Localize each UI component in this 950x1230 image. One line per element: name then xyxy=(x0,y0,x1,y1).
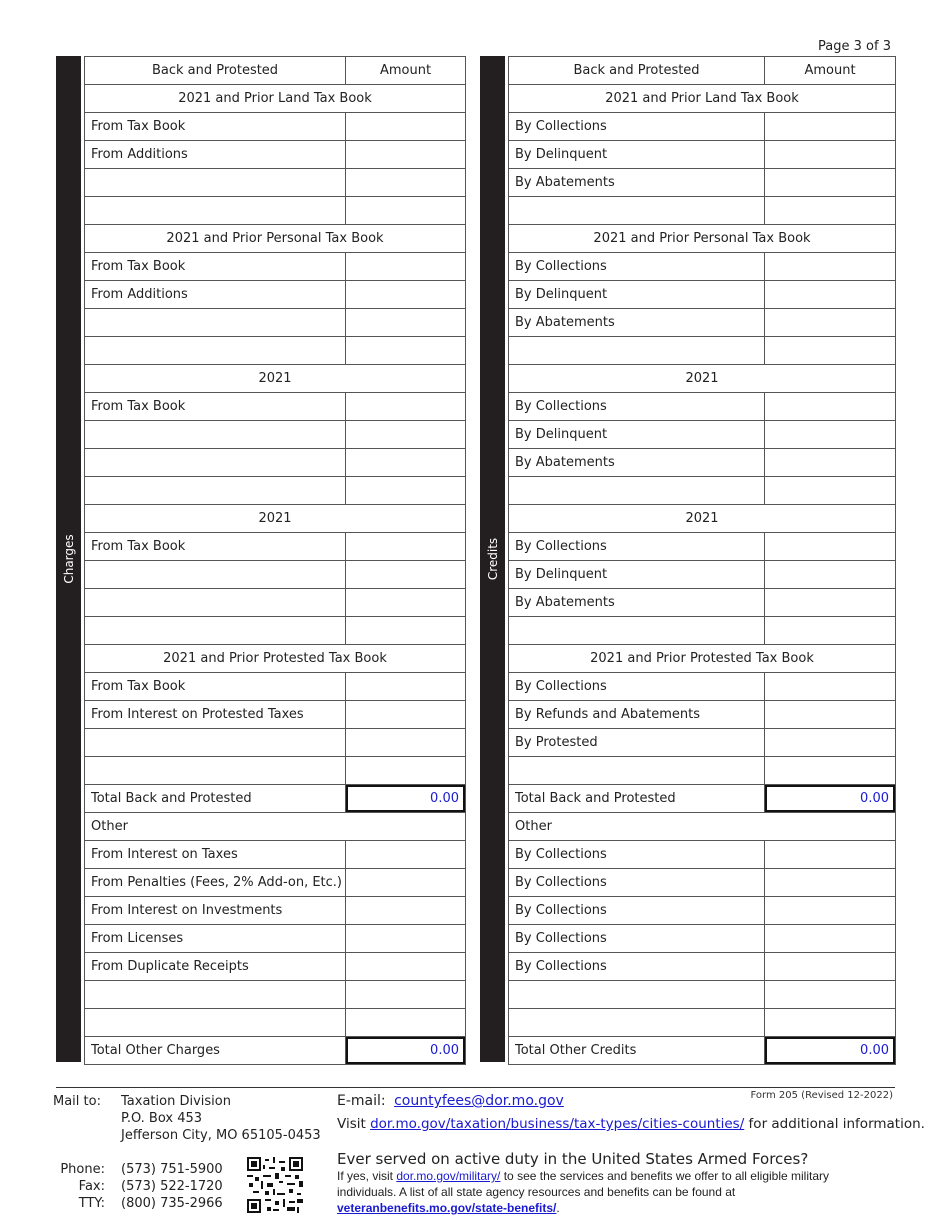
amount-field[interactable] xyxy=(765,953,896,981)
line-item-label: By Collections xyxy=(509,113,765,141)
column-header-amount: Amount xyxy=(346,57,466,85)
credits-row-item xyxy=(509,449,896,477)
line-item-label: From Penalties (Fees, 2% Add-on, Etc.) xyxy=(85,869,346,897)
amount-field[interactable] xyxy=(765,337,896,365)
charges-row-section xyxy=(85,645,466,673)
amount-field[interactable] xyxy=(346,897,466,925)
charges-row-item xyxy=(85,253,466,281)
credits-row-item xyxy=(509,393,896,421)
credits-row-total xyxy=(509,785,896,813)
address-line-1: Taxation Division xyxy=(121,1094,231,1109)
section-heading: 2021 and Prior Land Tax Book xyxy=(85,85,466,113)
line-item-label: From Tax Book xyxy=(85,393,346,421)
credits-row-other xyxy=(509,813,896,841)
credits-row-section xyxy=(509,225,896,253)
section-heading: 2021 and Prior Protested Tax Book xyxy=(509,645,896,673)
amount-field[interactable] xyxy=(765,1009,896,1037)
credits-row-item xyxy=(509,561,896,589)
line-item-label: From Interest on Taxes xyxy=(85,841,346,869)
credits-row-item xyxy=(509,309,896,337)
column-header-description: Back and Protested xyxy=(509,57,765,85)
line-item-label xyxy=(85,981,346,1009)
charges-row-section xyxy=(85,505,466,533)
amount-field[interactable] xyxy=(346,953,466,981)
amount-field[interactable] xyxy=(765,281,896,309)
page-number: Page 3 of 3 xyxy=(818,39,891,54)
line-item-label: From Additions xyxy=(85,281,346,309)
section-heading: 2021 xyxy=(85,365,466,393)
total-amount-field[interactable]: 0.00 xyxy=(765,785,896,813)
charges-row-item xyxy=(85,533,466,561)
credits-row-section xyxy=(509,505,896,533)
total-label: Total Other Charges xyxy=(85,1037,346,1065)
amount-field[interactable] xyxy=(346,757,466,785)
line-item-label: By Delinquent xyxy=(509,421,765,449)
credits-row-item xyxy=(509,617,896,645)
amount-field[interactable] xyxy=(346,281,466,309)
line-item-label: By Abatements xyxy=(509,169,765,197)
credits-row-item xyxy=(509,281,896,309)
military-prefix: If yes, visit xyxy=(337,1169,397,1183)
charges-row-item xyxy=(85,337,466,365)
visit-prefix: Visit xyxy=(337,1116,371,1132)
charges-row-other xyxy=(85,813,466,841)
section-heading: 2021 xyxy=(509,365,896,393)
charges-row-item xyxy=(85,281,466,309)
amount-field[interactable] xyxy=(346,561,466,589)
charges-row-item xyxy=(85,309,466,337)
line-item-label xyxy=(85,197,346,225)
credits-row-section xyxy=(509,365,896,393)
line-item-label xyxy=(509,1009,765,1037)
line-item-label: By Abatements xyxy=(509,309,765,337)
amount-field[interactable] xyxy=(346,197,466,225)
charges-row-section xyxy=(85,85,466,113)
amount-field[interactable] xyxy=(346,589,466,617)
charges-row-item xyxy=(85,757,466,785)
amount-field[interactable] xyxy=(346,477,466,505)
line-item-label xyxy=(509,337,765,365)
amount-field[interactable] xyxy=(765,841,896,869)
credits-row-section xyxy=(509,85,896,113)
credits-row-item xyxy=(509,925,896,953)
charges-table xyxy=(84,56,466,1065)
charges-row-item xyxy=(85,841,466,869)
amount-field[interactable] xyxy=(346,393,466,421)
total-label: Total Back and Protested xyxy=(85,785,346,813)
charges-row-section xyxy=(85,225,466,253)
line-item-label: By Collections xyxy=(509,953,765,981)
credits-table xyxy=(508,56,896,1065)
total-amount-field[interactable]: 0.00 xyxy=(346,1037,466,1065)
amount-field[interactable] xyxy=(765,169,896,197)
email-label: E-mail: xyxy=(337,1093,386,1109)
address-line-2: P.O. Box 453 xyxy=(121,1111,203,1126)
amount-field[interactable] xyxy=(765,113,896,141)
line-item-label: By Collections xyxy=(509,393,765,421)
charges-row-item xyxy=(85,981,466,1009)
credits-row-item xyxy=(509,533,896,561)
amount-field[interactable] xyxy=(346,421,466,449)
amount-field[interactable] xyxy=(765,897,896,925)
amount-field[interactable] xyxy=(765,925,896,953)
charges-row-section xyxy=(85,365,466,393)
amount-field[interactable] xyxy=(346,141,466,169)
line-item-label: From Interest on Investments xyxy=(85,897,346,925)
line-item-label xyxy=(85,337,346,365)
credits-row-item xyxy=(509,701,896,729)
charges-row-item xyxy=(85,141,466,169)
charges-row-item xyxy=(85,169,466,197)
amount-field[interactable] xyxy=(346,337,466,365)
amount-field[interactable] xyxy=(765,309,896,337)
column-header-amount: Amount xyxy=(765,57,896,85)
form-revision: Form 205 (Revised 12-2022) xyxy=(750,1090,893,1101)
line-item-label: By Collections xyxy=(509,533,765,561)
charges-sidebar-label: Charges xyxy=(61,534,76,584)
charges-row-item xyxy=(85,953,466,981)
amount-field[interactable] xyxy=(346,1009,466,1037)
amount-field[interactable] xyxy=(765,561,896,589)
charges-row-total xyxy=(85,785,466,813)
credits-row-item xyxy=(509,421,896,449)
line-item-label xyxy=(85,757,346,785)
email-link[interactable]: countyfees@dor.mo.gov xyxy=(394,1093,564,1109)
amount-field[interactable] xyxy=(346,729,466,757)
amount-field[interactable] xyxy=(346,113,466,141)
amount-field[interactable] xyxy=(346,617,466,645)
credits-row-item xyxy=(509,169,896,197)
qr-code-icon xyxy=(247,1157,303,1213)
amount-field[interactable] xyxy=(765,757,896,785)
amount-field[interactable] xyxy=(346,701,466,729)
amount-field[interactable] xyxy=(765,589,896,617)
amount-field[interactable] xyxy=(765,869,896,897)
credits-row-total xyxy=(509,1037,896,1065)
total-amount-field[interactable]: 0.00 xyxy=(346,785,466,813)
credits-sidebar-label: Credits xyxy=(485,537,500,581)
line-item-label: From Tax Book xyxy=(85,113,346,141)
amount-field[interactable] xyxy=(765,673,896,701)
tty-label: TTY: xyxy=(78,1196,105,1211)
line-item-label: By Abatements xyxy=(509,449,765,477)
mail-to-label: Mail to: xyxy=(53,1094,101,1109)
charges-row-item xyxy=(85,589,466,617)
credits-row-item xyxy=(509,197,896,225)
military-paragraph xyxy=(337,1168,867,1216)
line-item-label: By Refunds and Abatements xyxy=(509,701,765,729)
charges-row-item xyxy=(85,869,466,897)
charges-row-item xyxy=(85,421,466,449)
column-header-description: Back and Protested xyxy=(85,57,346,85)
amount-field[interactable] xyxy=(765,141,896,169)
military-end: . xyxy=(556,1201,560,1215)
total-label: Total Back and Protested xyxy=(509,785,765,813)
section-heading: 2021 and Prior Personal Tax Book xyxy=(85,225,466,253)
credits-row-item xyxy=(509,673,896,701)
credits-row-section xyxy=(509,645,896,673)
credits-row-item xyxy=(509,953,896,981)
section-heading: 2021 and Prior Personal Tax Book xyxy=(509,225,896,253)
amount-field[interactable] xyxy=(765,197,896,225)
charges-row-item xyxy=(85,1009,466,1037)
total-amount-field[interactable]: 0.00 xyxy=(765,1037,896,1065)
credits-sidebar xyxy=(480,56,505,1062)
credits-row-item xyxy=(509,729,896,757)
credits-row-item xyxy=(509,897,896,925)
amount-field[interactable] xyxy=(765,701,896,729)
credits-row-item xyxy=(509,477,896,505)
line-item-label xyxy=(85,309,346,337)
other-heading: Other xyxy=(85,813,466,841)
line-item-label: From Tax Book xyxy=(85,253,346,281)
amount-field[interactable] xyxy=(346,925,466,953)
fax-label: Fax: xyxy=(78,1179,105,1194)
section-heading: 2021 and Prior Land Tax Book xyxy=(509,85,896,113)
line-item-label xyxy=(85,1009,346,1037)
section-heading: 2021 xyxy=(85,505,466,533)
line-item-label xyxy=(509,981,765,1009)
charges-row-total xyxy=(85,1037,466,1065)
amount-field[interactable] xyxy=(346,253,466,281)
amount-field[interactable] xyxy=(765,729,896,757)
amount-field[interactable] xyxy=(765,533,896,561)
line-item-label xyxy=(509,617,765,645)
phone-number: (573) 751-5900 xyxy=(121,1162,223,1177)
credits-row-item xyxy=(509,869,896,897)
line-item-label: By Collections xyxy=(509,841,765,869)
line-item-label xyxy=(85,561,346,589)
credits-row-item xyxy=(509,757,896,785)
fax-number: (573) 522-1720 xyxy=(121,1179,223,1194)
amount-field[interactable] xyxy=(346,869,466,897)
line-item-label: By Delinquent xyxy=(509,141,765,169)
line-item-label: By Collections xyxy=(509,897,765,925)
amount-field[interactable] xyxy=(346,533,466,561)
charges-row-item xyxy=(85,449,466,477)
amount-field[interactable] xyxy=(765,253,896,281)
charges-row-item xyxy=(85,197,466,225)
email-line xyxy=(337,1093,564,1109)
military-heading: Ever served on active duty in the United States Armed Forces? xyxy=(337,1150,809,1168)
phone-label: Phone: xyxy=(60,1162,105,1177)
amount-field[interactable] xyxy=(346,309,466,337)
other-heading: Other xyxy=(509,813,896,841)
line-item-label xyxy=(85,169,346,197)
line-item-label xyxy=(509,197,765,225)
charges-row-item xyxy=(85,393,466,421)
charges-row-item xyxy=(85,701,466,729)
charges-row-item xyxy=(85,113,466,141)
charges-row-item xyxy=(85,477,466,505)
line-item-label xyxy=(85,729,346,757)
credits-row-header xyxy=(509,57,896,85)
line-item-label: From Duplicate Receipts xyxy=(85,953,346,981)
line-item-label: From Additions xyxy=(85,141,346,169)
line-item-label: By Delinquent xyxy=(509,561,765,589)
total-label: Total Other Credits xyxy=(509,1037,765,1065)
line-item-label: By Protested xyxy=(509,729,765,757)
amount-field[interactable] xyxy=(346,841,466,869)
footer-divider xyxy=(56,1087,895,1088)
amount-field[interactable] xyxy=(346,981,466,1009)
charges-row-item xyxy=(85,561,466,589)
line-item-label: By Collections xyxy=(509,869,765,897)
section-heading: 2021 xyxy=(509,505,896,533)
line-item-label: By Abatements xyxy=(509,589,765,617)
credits-row-item xyxy=(509,337,896,365)
charges-row-item xyxy=(85,673,466,701)
line-item-label: By Collections xyxy=(509,925,765,953)
visit-line xyxy=(337,1116,925,1132)
line-item-label: From Tax Book xyxy=(85,673,346,701)
amount-field[interactable] xyxy=(346,169,466,197)
line-item-label: By Collections xyxy=(509,253,765,281)
charges-row-item xyxy=(85,617,466,645)
line-item-label xyxy=(85,421,346,449)
charges-row-header xyxy=(85,57,466,85)
line-item-label xyxy=(85,477,346,505)
amount-field[interactable] xyxy=(346,449,466,477)
address-line-3: Jefferson City, MO 65105-0453 xyxy=(121,1128,321,1143)
military-link[interactable]: dor.mo.gov/military/ xyxy=(396,1169,501,1183)
line-item-label: By Delinquent xyxy=(509,281,765,309)
credits-row-item xyxy=(509,981,896,1009)
credits-row-item xyxy=(509,1009,896,1037)
line-item-label xyxy=(85,449,346,477)
charges-row-item xyxy=(85,897,466,925)
credits-row-item xyxy=(509,113,896,141)
charges-row-item xyxy=(85,729,466,757)
credits-row-item xyxy=(509,841,896,869)
line-item-label xyxy=(509,757,765,785)
cities-counties-link[interactable]: dor.mo.gov/taxation/business/tax-types/cities-counties/ xyxy=(370,1116,745,1132)
amount-field[interactable] xyxy=(765,393,896,421)
credits-row-item xyxy=(509,253,896,281)
line-item-label: From Tax Book xyxy=(85,533,346,561)
military-middle: to see the services and benefits we offer to all eligible military individuals. A list of all state agency resources and benefits can be found at xyxy=(337,1169,830,1199)
veteran-benefits-link[interactable]: veteranbenefits.mo.gov/state-benefits/ xyxy=(337,1201,557,1215)
amount-field[interactable] xyxy=(765,617,896,645)
line-item-label: From Interest on Protested Taxes xyxy=(85,701,346,729)
line-item-label xyxy=(85,617,346,645)
charges-sidebar xyxy=(56,56,81,1062)
line-item-label xyxy=(85,589,346,617)
amount-field[interactable] xyxy=(346,673,466,701)
amount-field[interactable] xyxy=(765,981,896,1009)
line-item-label: By Collections xyxy=(509,673,765,701)
section-heading: 2021 and Prior Protested Tax Book xyxy=(85,645,466,673)
tty-number: (800) 735-2966 xyxy=(121,1196,223,1211)
line-item-label: From Licenses xyxy=(85,925,346,953)
charges-row-item xyxy=(85,925,466,953)
amount-field[interactable] xyxy=(765,421,896,449)
visit-suffix: for additional information. xyxy=(744,1116,925,1132)
amount-field[interactable] xyxy=(765,449,896,477)
credits-row-item xyxy=(509,589,896,617)
amount-field[interactable] xyxy=(765,477,896,505)
credits-row-item xyxy=(509,141,896,169)
line-item-label xyxy=(509,477,765,505)
